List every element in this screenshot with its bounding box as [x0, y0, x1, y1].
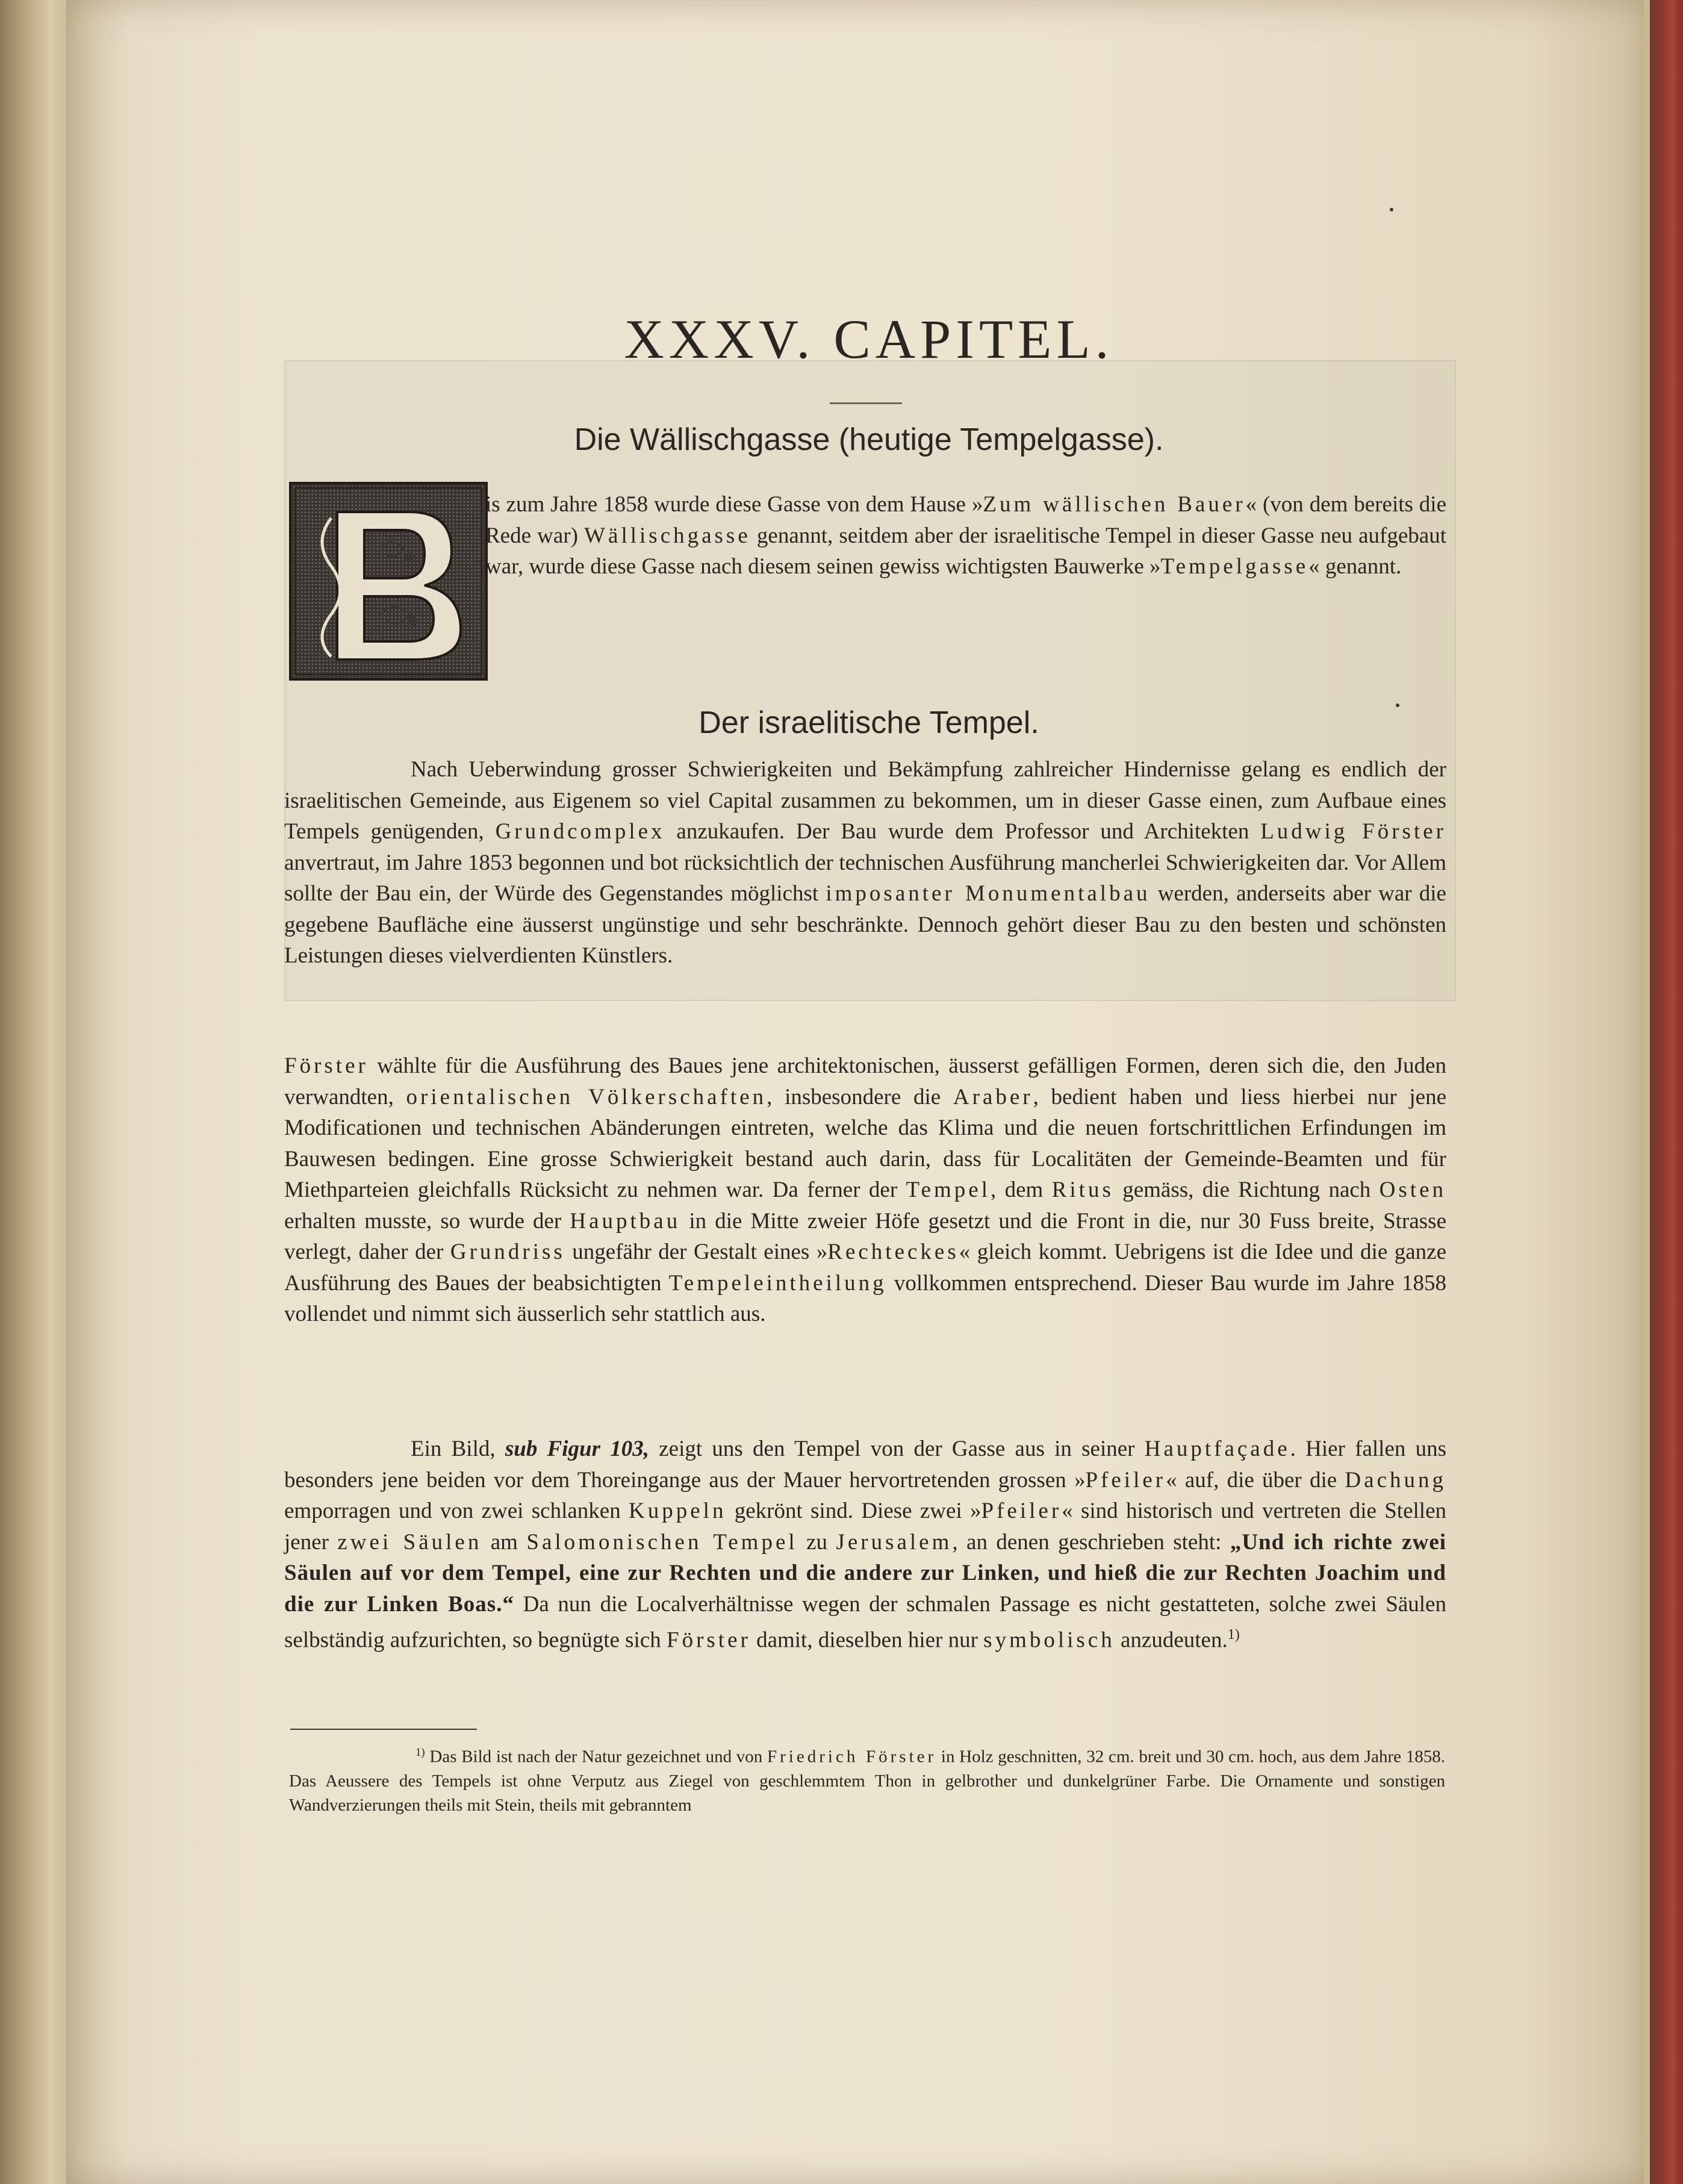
- figure-reference: sub Figur 103,: [505, 1437, 650, 1461]
- spaced-term: Hauptfaçade: [1144, 1437, 1290, 1461]
- ornamental-initial: [289, 482, 488, 681]
- text-run: anvertraut, im Jahre 1853 begonnen und bot rücksichtlich der technischen Ausführung mancherlei Schwierigkeiten dar. Vor Allem sollte der Bau ein, der Würde des Gegenstandes möglichst: [284, 850, 1446, 906]
- footnote-marker[interactable]: 1): [1227, 1627, 1240, 1643]
- spaced-term: Hauptbau: [570, 1208, 681, 1234]
- text-run: Da nun die Localverhältnisse wegen der schmalen Passage es nicht gestatteten, solche zwei Säulen selbständig aufzurichten, so begnügte sich: [284, 1591, 1446, 1653]
- text-run: genannt, seitdem aber der israelitische Tempel in dieser Gasse neu aufgebaut war, wurde diese Gasse nach diesem seinen gewiss wichtigsten Bauwerke »: [485, 523, 1446, 579]
- text-run: anzudeuten.: [1115, 1627, 1228, 1653]
- book-edge: [1650, 0, 1683, 2184]
- text-run: am: [482, 1529, 527, 1555]
- footnote-divider: [290, 1729, 477, 1730]
- text-run: « sind historisch und vertreten die Stellen jener: [284, 1499, 1446, 1555]
- spaced-term: Grundcomplex: [495, 819, 665, 844]
- spaced-term: Ludwig Förster: [1260, 819, 1446, 844]
- spaced-term: Dachung: [1345, 1467, 1446, 1493]
- paper-speck: [1396, 704, 1399, 707]
- text-run: zu: [797, 1529, 836, 1555]
- paper-speck: [1390, 208, 1393, 211]
- text-run: , bedient haben und liess hierbei nur jene Modificationen und technischen Abänderungen eintreten, welche das Klima und die neuen fortschrittlichen Erfindungen im Bauwesen bedingen. Eine grosse Schwierigkeit bestand auch darin, dass für Localitäten der Gemeinde-Beamten und für Miethparteien gleichfalls Rücksicht zu nehmen war. Da ferner der: [284, 1084, 1446, 1202]
- text-run: zeigt uns den Tempel von der Gasse aus in seiner: [649, 1437, 1145, 1461]
- page-edge-strip: [1644, 0, 1650, 2184]
- text-run: ungefähr der Gestalt eines »: [565, 1240, 828, 1264]
- text-run: damit, dieselben hier nur: [750, 1627, 984, 1653]
- text-run: « genannt.: [1308, 554, 1402, 579]
- spaced-term: Friedrich Förster: [767, 1747, 937, 1767]
- text-run: Nach Ueberwindung grosser Schwierigkeiten und Bekämpfung zahlreicher Hindernisse gelang es endlich der israelitischen Gemeinde, aus Eigenem so viel Capital zusammen zu bekommen, um in dieser Gasse einen, zum Aufbaue eines Tempels genügenden,: [284, 757, 1446, 844]
- text-run: vollkommen entsprechend. Dieser Bau wurde im Jahre 1858 vollendet und nimmt sich äusserlich sehr stattlich aus.: [284, 1270, 1446, 1326]
- ornamental-initial-icon: [289, 482, 488, 681]
- spaced-term: Tempeleintheilung: [668, 1270, 887, 1296]
- spaced-term: Salomonischen Tempel: [526, 1529, 798, 1555]
- text-run: . Hier fallen uns besonders jene beiden vor dem Thoreingange aus der Mauer hervortretenden grossen »: [284, 1437, 1447, 1493]
- spaced-term: orientalischen Völkerschaften: [406, 1084, 767, 1109]
- paragraph-2: [284, 1050, 1446, 1330]
- text-run: Ein Bild,: [411, 1437, 505, 1461]
- footnote: [289, 1741, 1445, 1817]
- text-run: « auf, die über die: [1166, 1467, 1345, 1493]
- spaced-term: symbolisch: [983, 1627, 1115, 1653]
- spaced-term: Förster: [284, 1053, 369, 1078]
- text-run: , an denen geschrieben steht:: [952, 1529, 1230, 1555]
- text-run: , insbesondere die: [767, 1084, 953, 1109]
- spaced-term: Ritus: [1051, 1178, 1114, 1202]
- spaced-term: imposanter Monumentalbau: [826, 881, 1151, 906]
- text-run: , dem: [990, 1178, 1052, 1202]
- text-run: Das Bild ist nach der Natur gezeichnet und von: [425, 1747, 768, 1767]
- section-title-tempel: Der israelitische Tempel.: [698, 705, 1039, 740]
- section-title-wallischgasse: Die Wällischgasse (heutige Tempelgasse).: [574, 422, 1164, 457]
- text-run: anzukaufen. Der Bau wurde dem Professor und Architekten: [665, 819, 1261, 844]
- spaced-term: Grundriss: [450, 1240, 565, 1264]
- spaced-term: zwei Säulen: [337, 1529, 482, 1555]
- spaced-term: Förster: [667, 1627, 751, 1653]
- text-run: wählte für die Ausführung des Baues jene architektonischen, äusserst gefälligen Formen, deren sich die, den Juden verwandten,: [284, 1053, 1446, 1109]
- chapter-title: XXXV. CAPITEL.: [624, 308, 1114, 370]
- text-run: gekrönt sind. Diese zwei »: [726, 1499, 981, 1523]
- text-run: werden, anderseits aber war die gegebene Baufläche eine äusserst ungünstige und sehr beschränkte. Dennoch gehört dieser Bau zu den besten und schönsten Leistungen dieses vielverdienten Künstlers.: [284, 881, 1446, 968]
- spaced-term: Pfeiler: [1085, 1467, 1166, 1493]
- paragraph-1: [284, 754, 1446, 972]
- spaced-term: Araber: [953, 1084, 1033, 1109]
- spaced-term: Tempel: [906, 1178, 991, 1202]
- spaced-term: Rechteckes: [827, 1240, 959, 1264]
- biblical-quote: „Und ich richte zwei Säulen auf vor dem Tempel, eine zur Rechten und die andere zur Linken, und hieß die zur Rechten Joachim und die zur Linken Boas.“: [284, 1529, 1447, 1617]
- spaced-term: Tempelgasse: [1160, 554, 1309, 579]
- spaced-term: Zum wällischen Bauer: [983, 492, 1246, 517]
- text-run: « (von dem bereits die Rede war): [485, 492, 1446, 548]
- text-run: gemäss, die Richtung nach: [1113, 1178, 1380, 1202]
- text-run: is zum Jahre 1858 wurde diese Gasse von dem Hause »: [485, 492, 983, 517]
- text-run: « gleich kommt. Uebrigens ist die Idee und die ganze Ausführung des Baues der beabsichtigten: [284, 1240, 1446, 1296]
- spaced-term: Kuppeln: [629, 1499, 727, 1523]
- title-divider: [830, 402, 902, 404]
- spaced-term: Wällischgasse: [584, 523, 751, 548]
- footnote-number: 1): [415, 1746, 425, 1759]
- paragraph-3: [284, 1434, 1446, 1656]
- intro-paragraph: [485, 489, 1446, 582]
- spaced-term: Pfeiler: [981, 1499, 1062, 1523]
- book-gutter: [0, 0, 72, 2184]
- text-run: in Holz geschnitten, 32 cm. breit und 30 cm. hoch, aus dem Jahre 1858. Das Aeussere des Tempels ist ohne Verputz aus Ziegel von geschlemmtem Thon in gelbrother und dunkelgrüner Farbe. Die Ornamente und sonstigen Wandverzierungen theils mit Stein, theils mit gebranntem: [289, 1747, 1445, 1815]
- spaced-term: Osten: [1379, 1178, 1446, 1202]
- text-run: emporragen und von zwei schlanken: [284, 1499, 629, 1523]
- text-run: in die Mitte zweier Höfe gesetzt und die Front in die, nur 30 Fuss breite, Strasse verlegt, daher der: [284, 1208, 1446, 1264]
- text-run: erhalten musste, so wurde der: [284, 1208, 570, 1234]
- spaced-term: Jerusalem: [836, 1529, 953, 1555]
